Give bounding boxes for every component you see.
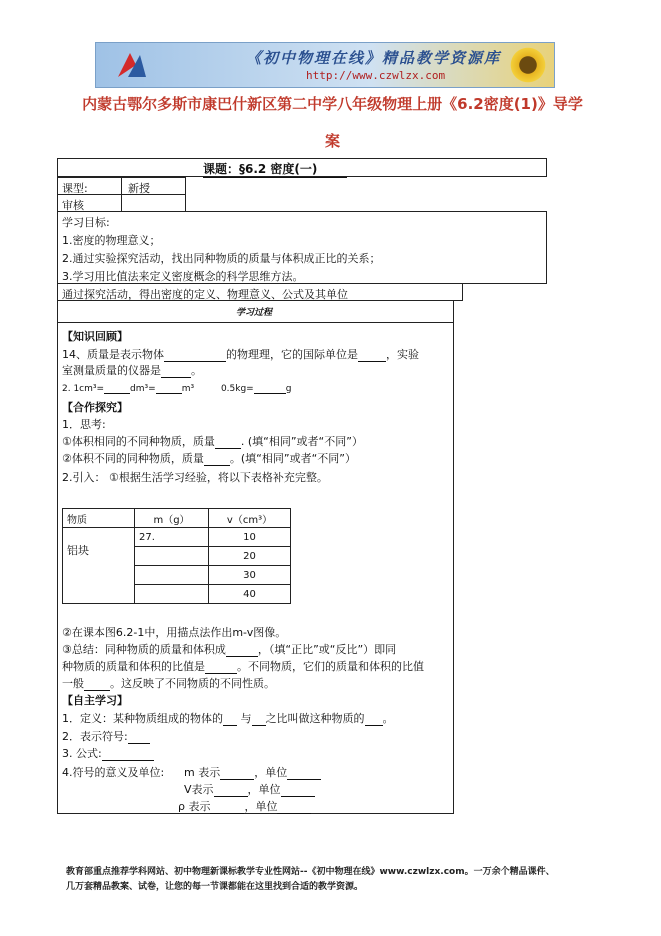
definition-line: 1．定义：某种物质组成的物体的 与 之比叫做这种物质的 。 [62, 712, 394, 725]
document-title-cont: 案 [324, 132, 340, 150]
table-header-cell: 物质 [63, 509, 135, 528]
coop-think: 1．思考: [62, 418, 106, 431]
type-value-cell [121, 177, 186, 195]
blank-field[interactable] [226, 645, 258, 657]
review-q2: 2. 1cm³= dm³= m³ 0.5kg= g [62, 384, 292, 394]
review-q14: 14、质量是表示物体 的物理理，它的国际单位是 ，实验 [62, 348, 419, 361]
banner-url[interactable]: http://www.czwlzx.com [306, 69, 446, 82]
symbol-meaning-heading: 4.符号的意义及单位: [62, 766, 165, 779]
coop-intro: 2.引入： ①根据生活学习经验，将以下表格补充完整。 [62, 471, 328, 484]
objectives-heading: 学习目标: [62, 216, 110, 229]
blank-field[interactable] [84, 679, 110, 691]
review-label-cell [57, 194, 122, 212]
table-row [63, 528, 291, 547]
document-title: 内蒙古鄂尔多斯市康巴什新区第二中学八年级物理上册《6.2密度(1)》导学 [82, 95, 583, 113]
topic-row [57, 158, 547, 177]
v-symbol-line: V表示 ，单位 [184, 781, 315, 797]
blank-field[interactable] [156, 382, 182, 394]
site-banner [95, 42, 555, 88]
objective-item: 1.密度的物理意义； [62, 234, 161, 247]
blank-field[interactable] [164, 350, 226, 362]
type-label-cell [57, 177, 122, 195]
volume-cell: 40 [209, 585, 291, 604]
blank-field[interactable] [215, 437, 241, 449]
banner-title: 《初中物理在线》精品教学资源库 [246, 49, 502, 67]
blank-field[interactable] [128, 732, 150, 744]
mass-cell[interactable] [135, 547, 209, 566]
mass-cell[interactable] [135, 585, 209, 604]
objective-item: 3.学习用比值法来定义密度概念的科学思维方法。 [62, 270, 304, 283]
summary-line-1: ③总结：同种物质的质量和体积成 ，（填“正比”或“反比”）即同 [62, 643, 397, 656]
coop-heading: 【合作探究】 [62, 401, 128, 414]
volume-cell: 30 [209, 566, 291, 585]
blank-field[interactable] [223, 714, 237, 726]
objectives-box [57, 211, 547, 284]
blank-field[interactable] [365, 714, 383, 726]
blank-field[interactable] [205, 662, 237, 674]
symbol-line: 2．表示符号: [62, 728, 150, 744]
blank-field[interactable] [104, 382, 130, 394]
blank-field[interactable] [220, 768, 254, 780]
topic-label: 课题：§6.2 密度(一) [203, 160, 347, 178]
blank-field[interactable] [281, 785, 315, 797]
type-label: 课型: [62, 182, 88, 195]
footer-line-2: 几万套精品教案、试卷，让您的每一节课都能在这里找到合适的教学资源。 [66, 882, 364, 892]
review-value-cell [121, 194, 186, 212]
footer-line-1: 教育部重点推荐学科网站、初中物理新课标教学专业性网站--《初中物理在线》www.czwlzx.com。一万余个精品课件、 [66, 867, 555, 877]
table-header-row [63, 509, 291, 528]
volume-cell: 10 [209, 528, 291, 547]
mass-cell[interactable] [135, 566, 209, 585]
blank-field[interactable] [210, 802, 244, 814]
site-logo-icon [114, 47, 150, 83]
table-header-cell: m（g） [135, 509, 209, 528]
focus-row [57, 283, 463, 301]
review-label: 审核 [62, 199, 84, 212]
material-cell: 铝块 [63, 528, 135, 604]
blank-field[interactable] [252, 714, 266, 726]
rho-symbol-line: ρ 表示 ，单位 [178, 798, 311, 814]
coop-item-2: ②体积不同的同种物质，质量 。(填“相同”或者“不同”） [62, 452, 356, 465]
step-graph: ②在课本图6.2-1中，用描点法作出m-v图像。 [62, 626, 287, 639]
blank-field[interactable] [287, 768, 321, 780]
sunflower-icon [508, 45, 548, 85]
review-heading: 【知识回顾】 [62, 330, 128, 343]
blank-field[interactable] [161, 366, 191, 378]
review-q14-cont: 室测量质量的仪器是 。 [62, 364, 202, 377]
blank-field[interactable] [102, 749, 154, 761]
volume-cell: 20 [209, 547, 291, 566]
blank-field[interactable] [254, 382, 286, 394]
blank-field[interactable] [277, 802, 311, 814]
process-divider [57, 322, 454, 323]
summary-line-2: 种物质的质量和体积的比值是 。不同物质，它们的质量和体积的比值 [62, 660, 424, 673]
process-label: 学习过程 [236, 308, 273, 318]
self-study-heading: 【自主学习】 [62, 694, 128, 707]
blank-field[interactable] [204, 454, 230, 466]
mass-cell[interactable]: 27. [135, 528, 209, 547]
m-symbol-line: m 表示 ，单位 [184, 764, 321, 780]
formula-line: 3. 公式: [62, 745, 154, 761]
table-header-cell: v（cm³） [209, 509, 291, 528]
objective-item: 2.通过实验探究活动，找出同种物质的质量与体积成正比的关系； [62, 252, 381, 265]
coop-item-1: ①体积相同的不同种物质，质量 . (填“相同”或者“不同”） [62, 435, 363, 448]
blank-field[interactable] [358, 350, 386, 362]
type-value: 新授 [128, 182, 150, 195]
data-table [62, 508, 291, 604]
summary-line-3: 一般 。这反映了不同物质的不同性质。 [62, 677, 275, 690]
blank-field[interactable] [214, 785, 248, 797]
focus-text: 通过探究活动，得出密度的定义、物理意义、公式及其单位 [62, 288, 348, 301]
